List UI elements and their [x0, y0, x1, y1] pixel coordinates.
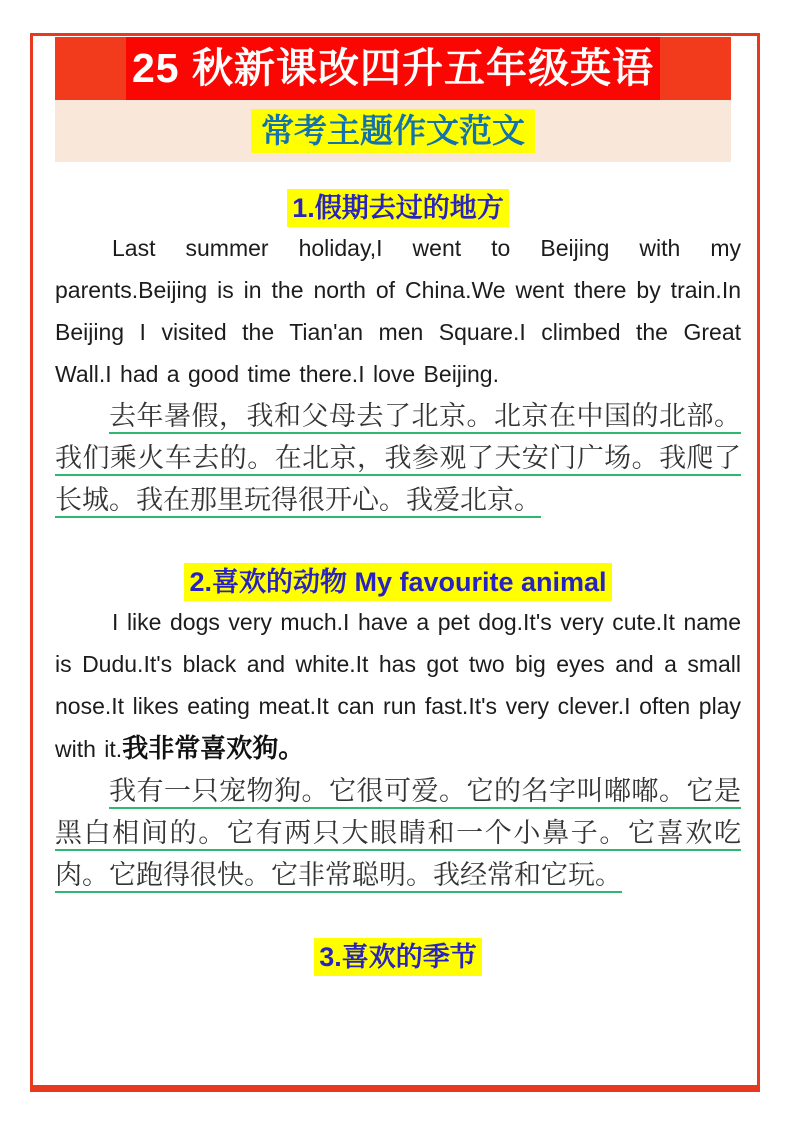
section-1-english-paragraph: Last summer holiday,I went to Beijing with my parents.Beijing is in the north of China.We went there by train.In Beijing I visited the Tian'an men Square.I climbed the Great Wall.I had a good time there.I love Beijing. [55, 235, 741, 387]
section-2-heading: 2.喜欢的动物 My favourite animal [184, 563, 611, 601]
section-2 [55, 563, 741, 601]
title-banner [55, 37, 731, 100]
section-2-english-paragraph [55, 601, 741, 770]
section-1-chinese-translation: 去年暑假，我和父母去了北京。北京在中国的北部。我们乘火车去的。在北京，我参观了天安门广场。我爬了长城。我在那里玩得很开心。我爱北京。 [55, 401, 741, 515]
section-2-chinese-inline-tail: 我非常喜欢狗。 [122, 733, 305, 763]
section-2-chinese-translation: 我有一只宠物狗。它很可爱。它的名字叫嘟嘟。它是黑白相间的。它有两只大眼睛和一个小鼻子。它喜欢吃肉。它跑得很快。它非常聪明。我经常和它玩。 [55, 776, 741, 890]
section-1-heading: 1.假期去过的地方 [287, 189, 509, 227]
document-body [55, 162, 741, 976]
section-3-heading: 3.喜欢的季节 [314, 938, 482, 976]
section-3 [55, 938, 741, 976]
section-2-english-text: I like dogs very much.I have a pet dog.It's very cute.It name is Dudu.It's black and white.It has got two big eyes and a small nose.It likes eating meat.It can run fast.It's very clever.I often play with it. [55, 609, 741, 762]
page-subtitle: 常考主题作文范文 [251, 109, 535, 153]
page-title: 25 秋新课改四升五年级英语 [126, 37, 660, 100]
section-1 [55, 189, 741, 227]
subtitle-band [55, 100, 731, 162]
